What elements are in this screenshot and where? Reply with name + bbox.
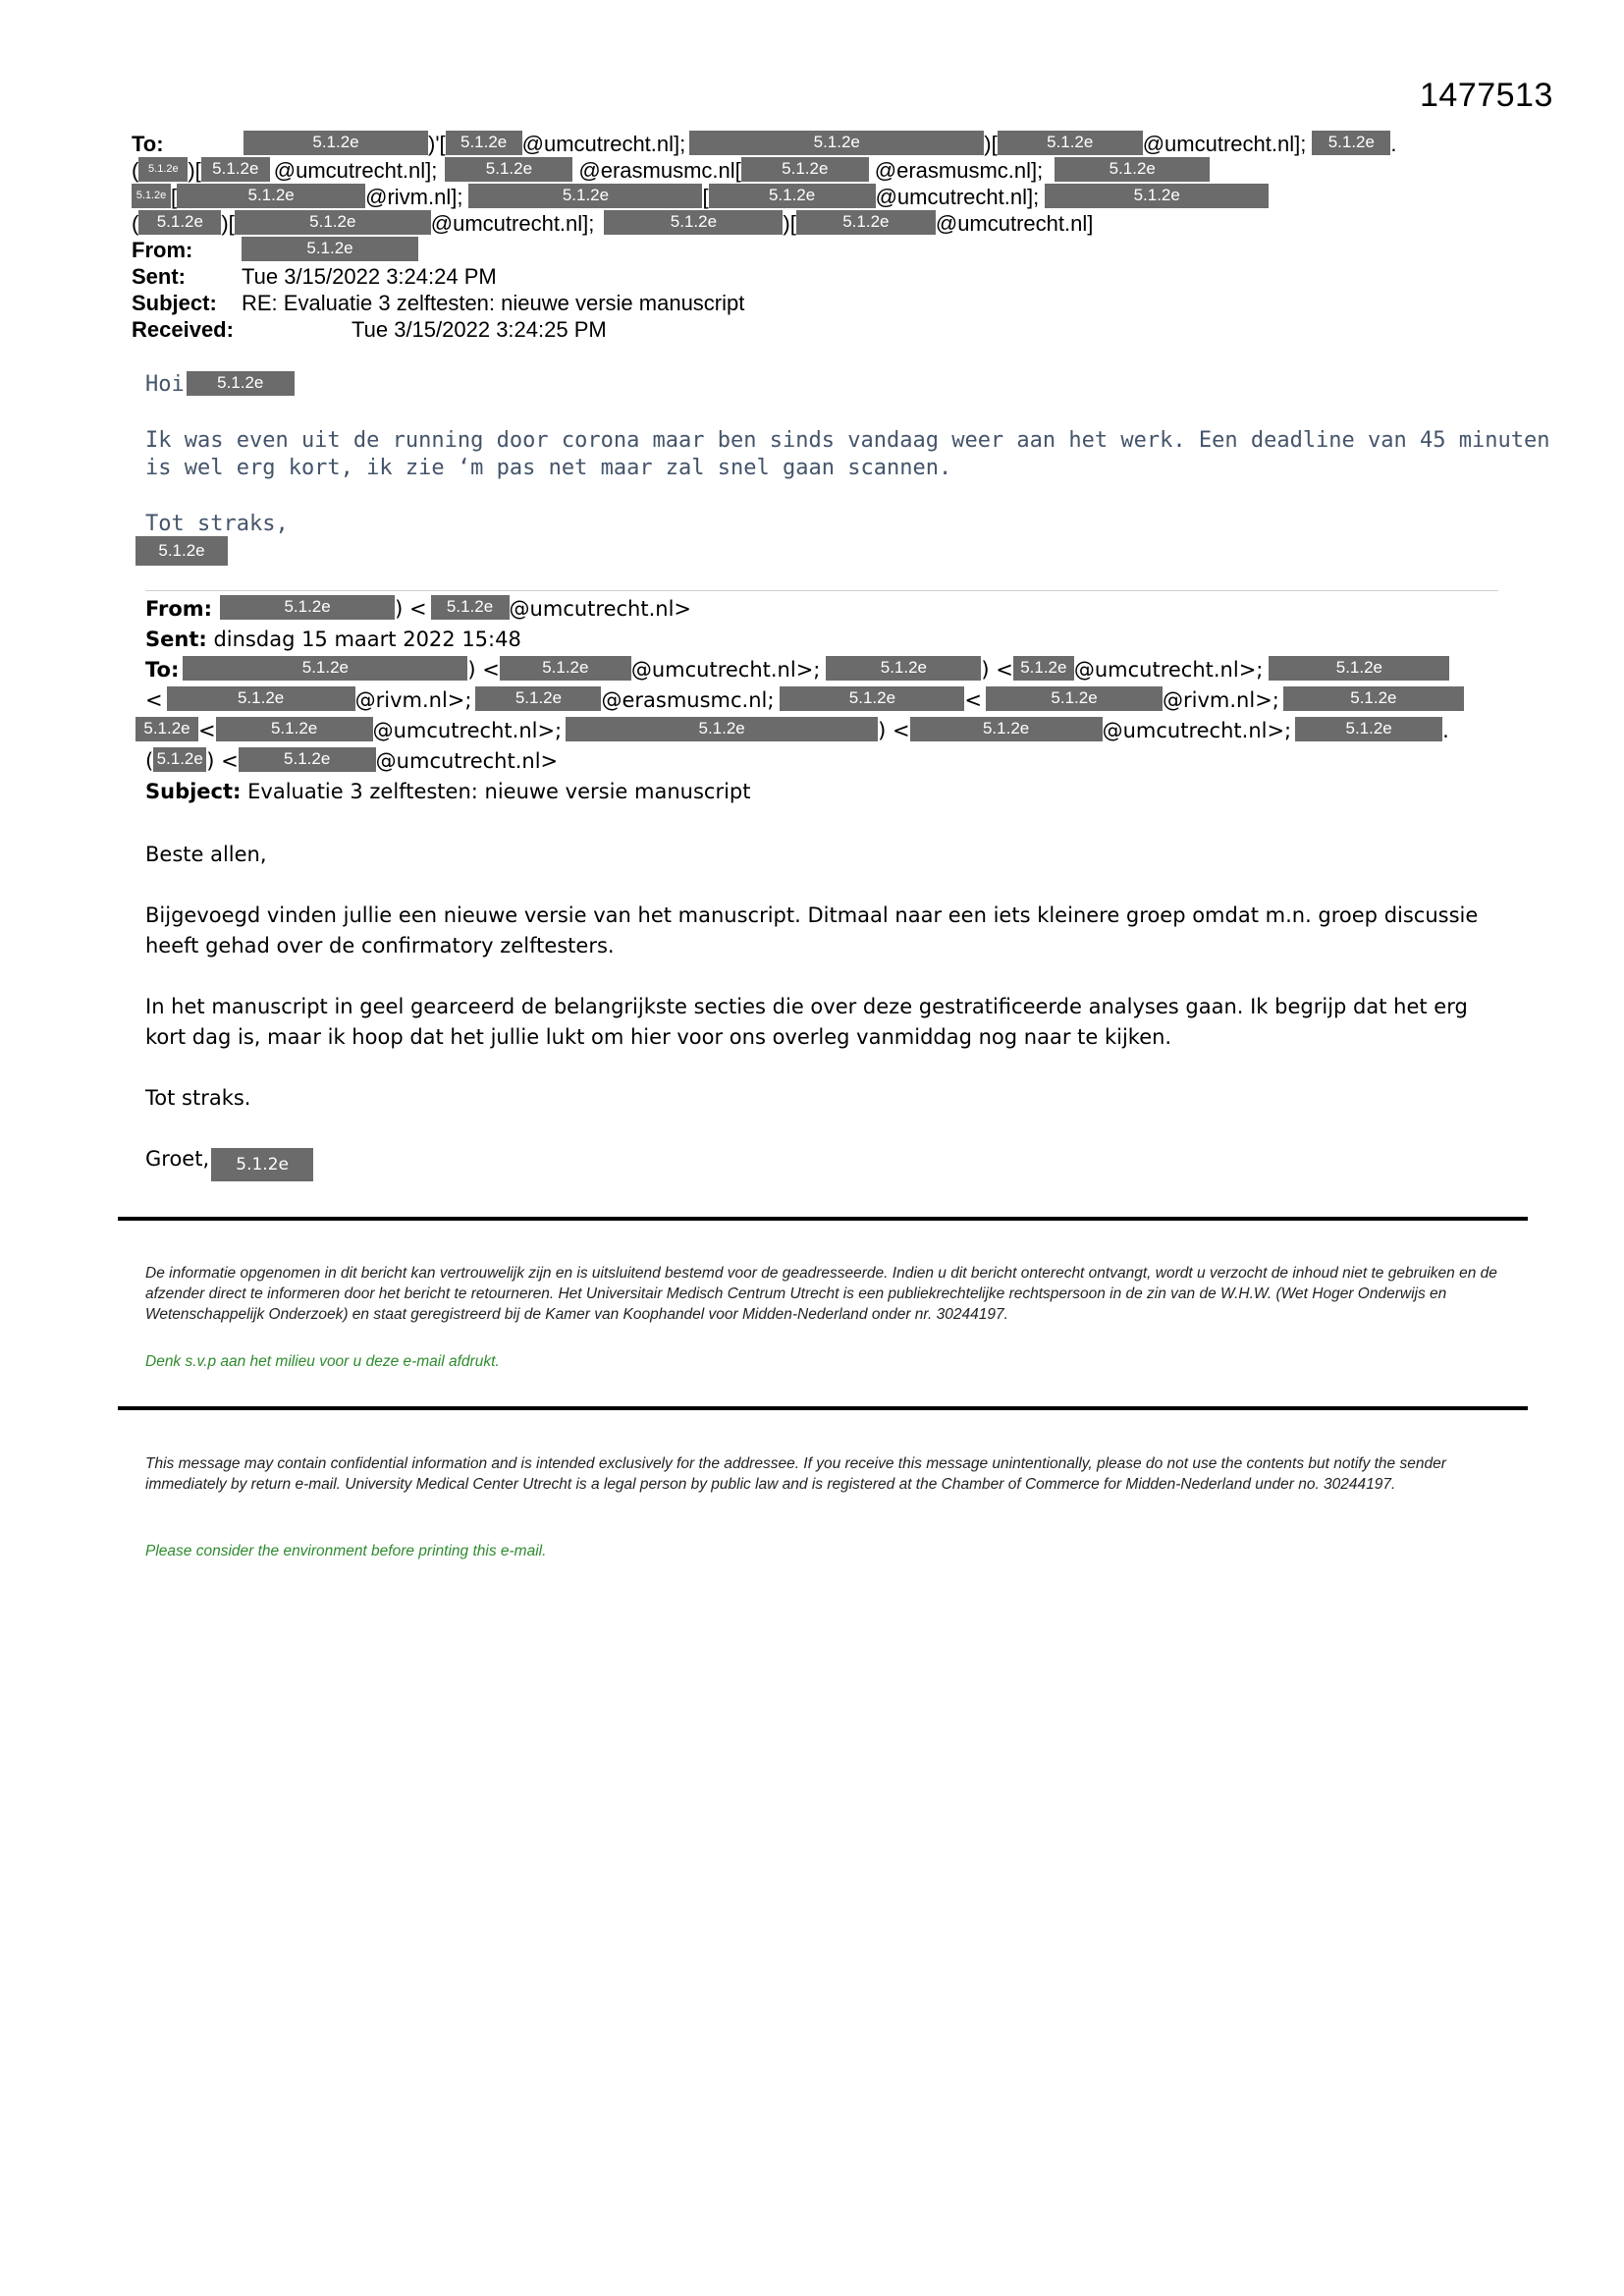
header-text: )[ xyxy=(188,158,201,183)
redaction-box: 5.1.2e xyxy=(709,184,876,208)
redaction-box: 5.1.2e xyxy=(446,131,522,155)
redaction-box: 5.1.2e xyxy=(235,210,431,235)
redaction-box: 5.1.2e xyxy=(138,210,221,235)
redaction-box: 5.1.2e xyxy=(211,1148,313,1181)
fw-sent-label: Sent: xyxy=(145,628,207,651)
redaction-box: 5.1.2e xyxy=(167,686,355,711)
redaction-box: 5.1.2e xyxy=(135,536,228,566)
disclaimer-rule-middle xyxy=(118,1406,1528,1410)
redaction-box: 5.1.2e xyxy=(826,656,981,681)
disclaimer-dutch: De informatie opgenomen in dit bericht kan vertrouwelijk zijn en is uitsluitend bestemd voor de geadresseerde. Indien u dit bericht onterecht ontvangt, wordt u verzocht de inhoud niet te gebruiken en de afzender direct te informeren door het bericht te retourneren. Het Universitair Medisch Centrum Utrecht is een publiekrechtelijke rechtspersoon in de zin van de W.H.W. (Wet Hoger Onderwijs en Wetenschappelijk Onderzoek) en staat geregistreerd bij de Kamer van Koophandel voor Midden-Nederland onder nr. 30244197. xyxy=(145,1265,1497,1323)
reply-closing: Tot straks, xyxy=(145,512,289,536)
header-text: )[ xyxy=(984,132,998,156)
forwarded-sent-line xyxy=(145,626,521,653)
forwarded-to-line-1 xyxy=(145,656,1449,683)
redaction-box: 5.1.2e xyxy=(1045,184,1269,208)
header-text: @umcutrecht.nl]; xyxy=(1142,132,1307,156)
forwarded-to-line-4 xyxy=(145,747,558,775)
signoff-text: Groet, xyxy=(145,1147,210,1171)
redaction-box: 5.1.2e xyxy=(135,717,198,741)
separator-line xyxy=(145,590,1498,591)
fw-text: . xyxy=(1442,719,1449,742)
header-subject-line xyxy=(132,290,744,316)
fw-text: ) < xyxy=(981,658,1013,682)
header-text: @erasmusmc.nl[ xyxy=(578,158,741,183)
fw-text: < xyxy=(964,688,983,712)
fw-text: @erasmusmc.nl; xyxy=(601,688,775,712)
header-sent-line xyxy=(132,263,497,290)
reply-signature xyxy=(135,536,228,566)
body-paragraph-2: In het manuscript in geel gearceerd de belangrijkste secties die over deze gestratificeerde analyses gaan. Ik begrijp dat het erg kort dag is, maar ik hoop dat het jullie lukt om hier voor ons overleg vanmiddag nog naar te kijken. xyxy=(145,995,1468,1049)
document-number: 1477513 xyxy=(1420,77,1553,114)
received-label: Received: xyxy=(132,317,234,342)
environment-note-english: Please consider the environment before printing this e-mail. xyxy=(145,1543,547,1559)
header-text: )[ xyxy=(221,211,235,236)
forwarded-subject-line xyxy=(145,778,750,805)
subject-value: RE: Evaluatie 3 zelftesten: nieuwe versie manuscript xyxy=(242,291,745,315)
header-text: ( xyxy=(132,211,139,236)
fw-text: ( xyxy=(145,749,154,773)
redaction-box: 5.1.2e xyxy=(998,131,1143,155)
redaction-box: 5.1.2e xyxy=(604,210,783,235)
redaction-box: 5.1.2e xyxy=(1283,686,1464,711)
fw-from-label: From: xyxy=(145,597,213,621)
fw-text: ) < xyxy=(206,749,239,773)
fw-text: @umcutrecht.nl>; xyxy=(372,719,563,742)
environment-note-dutch: Denk s.v.p aan het milieu voor u deze e-mail afdrukt. xyxy=(145,1353,500,1370)
redaction-box: 5.1.2e xyxy=(500,656,631,681)
redaction-box: 5.1.2e xyxy=(796,210,936,235)
fw-text: < xyxy=(145,688,163,712)
reply-line-2: is wel erg kort, ik zie ‘m pas net maar zal snel gaan scannen. xyxy=(145,456,952,480)
fw-sent-value: dinsdag 15 maart 2022 15:48 xyxy=(213,628,521,651)
received-value: Tue 3/15/2022 3:24:25 PM xyxy=(352,317,607,342)
header-from-line xyxy=(132,237,418,263)
fw-text: @umcutrecht.nl> xyxy=(375,749,559,773)
header-text: . xyxy=(1390,132,1397,156)
from-label: From: xyxy=(132,238,193,262)
body-closing: Tot straks. xyxy=(145,1086,251,1110)
redaction-box: 5.1.2e xyxy=(566,717,878,741)
header-text: [ xyxy=(171,185,178,209)
redaction-box: 5.1.2e xyxy=(187,371,295,396)
redaction-box: 5.1.2e xyxy=(177,184,365,208)
sent-label: Sent: xyxy=(132,264,186,289)
redaction-box: 5.1.2e xyxy=(1055,157,1210,182)
signoff-line xyxy=(145,1144,1500,1181)
redaction-box: 5.1.2e xyxy=(1269,656,1449,681)
redaction-box: 5.1.2e xyxy=(986,686,1163,711)
to-label: To: xyxy=(132,132,164,156)
salutation: Beste allen, xyxy=(145,843,267,866)
header-text: ( xyxy=(132,158,139,183)
header-text: @umcutrecht.nl]; xyxy=(430,211,595,236)
header-text: @umcutrecht.nl]; xyxy=(521,132,686,156)
redaction-box: 5.1.2e xyxy=(445,157,572,182)
redaction-box: 5.1.2e xyxy=(1312,131,1390,155)
redaction-box: 5.1.2e xyxy=(910,717,1103,741)
body-paragraph-1: Bijgevoegd vinden jullie een nieuwe versie van het manuscript. Ditmaal naar een iets kleinere groep omdat m.n. groep discussie heeft gehad over de confirmatory zelftesters. xyxy=(145,903,1479,957)
header-text: @erasmusmc.nl]; xyxy=(874,158,1044,183)
forwarded-to-line-3 xyxy=(145,717,1449,744)
header-text: )[ xyxy=(783,211,796,236)
redaction-box: 5.1.2e xyxy=(244,131,428,155)
redaction-box: 5.1.2e xyxy=(242,237,418,261)
reply-line-1: Ik was even uit de running door corona maar ben sinds vandaag weer aan het werk. Een deadline van 45 minuten xyxy=(145,428,1550,453)
fw-text: @rivm.nl>; xyxy=(354,688,472,712)
header-to-line-2 xyxy=(132,157,1210,184)
header-text: [ xyxy=(702,185,709,209)
header-to-line-4 xyxy=(132,210,1093,237)
header-received-line xyxy=(132,316,607,343)
fw-subject-label: Subject: xyxy=(145,780,242,803)
header-to-line-1 xyxy=(132,131,1396,157)
fw-text: @umcutrecht.nl>; xyxy=(1102,719,1292,742)
forwarded-to-line-2 xyxy=(145,686,1464,714)
subject-label: Subject: xyxy=(132,291,217,315)
fw-text: ) < xyxy=(395,597,427,621)
forwarded-from-line xyxy=(145,595,691,623)
redaction-box: 5.1.2e xyxy=(183,656,467,681)
fw-text: ) < xyxy=(878,719,910,742)
fw-text: @rivm.nl>; xyxy=(1163,688,1279,712)
redaction-box: 5.1.2e xyxy=(216,717,373,741)
redaction-box: 5.1.2e xyxy=(780,686,964,711)
redaction-box: 5.1.2e xyxy=(468,184,702,208)
redaction-box: 5.1.2e xyxy=(220,595,395,620)
header-text: @umcutrecht.nl]; xyxy=(875,185,1040,209)
redaction-box: 5.1.2e xyxy=(138,157,188,182)
redaction-box: 5.1.2e xyxy=(1013,656,1074,681)
redaction-box: 5.1.2e xyxy=(153,747,206,772)
fw-text: @umcutrecht.nl> xyxy=(509,597,691,621)
redaction-box: 5.1.2e xyxy=(689,131,984,155)
disclaimer-rule-top xyxy=(118,1217,1528,1221)
fw-text: @umcutrecht.nl>; xyxy=(630,658,821,682)
reply-greeting xyxy=(145,371,295,399)
fw-text: < xyxy=(198,719,216,742)
fw-text: ) < xyxy=(467,658,500,682)
redaction-box: 5.1.2e xyxy=(1295,717,1442,741)
greeting-text: Hoi xyxy=(145,372,185,397)
fw-text: @umcutrecht.nl>; xyxy=(1073,658,1264,682)
fw-subject-value: Evaluatie 3 zelftesten: nieuwe versie manuscript xyxy=(247,780,751,803)
redaction-box: 5.1.2e xyxy=(132,184,171,208)
disclaimer-english: This message may contain confidential information and is intended exclusively for the addressee. If you receive this message unintentionally, please do not use the contents but notify the sender immediately by return e-mail. University Medical Center Utrecht is a legal person by public law and is registered at the Chamber of Commerce for Midden-Nederland under no. 30244197. xyxy=(145,1455,1446,1493)
redaction-box: 5.1.2e xyxy=(475,686,601,711)
fw-to-label: To: xyxy=(145,658,180,682)
header-text: )'[ xyxy=(428,132,446,156)
redaction-box: 5.1.2e xyxy=(741,157,869,182)
sent-value: Tue 3/15/2022 3:24:24 PM xyxy=(242,264,497,289)
header-to-line-3 xyxy=(132,184,1269,210)
redaction-box: 5.1.2e xyxy=(431,595,510,620)
header-text: @rivm.nl]; xyxy=(365,185,463,209)
header-text: @umcutrecht.nl]; xyxy=(273,158,438,183)
redaction-box: 5.1.2e xyxy=(239,747,376,772)
redaction-box: 5.1.2e xyxy=(201,157,270,182)
header-text: @umcutrecht.nl] xyxy=(935,211,1094,236)
